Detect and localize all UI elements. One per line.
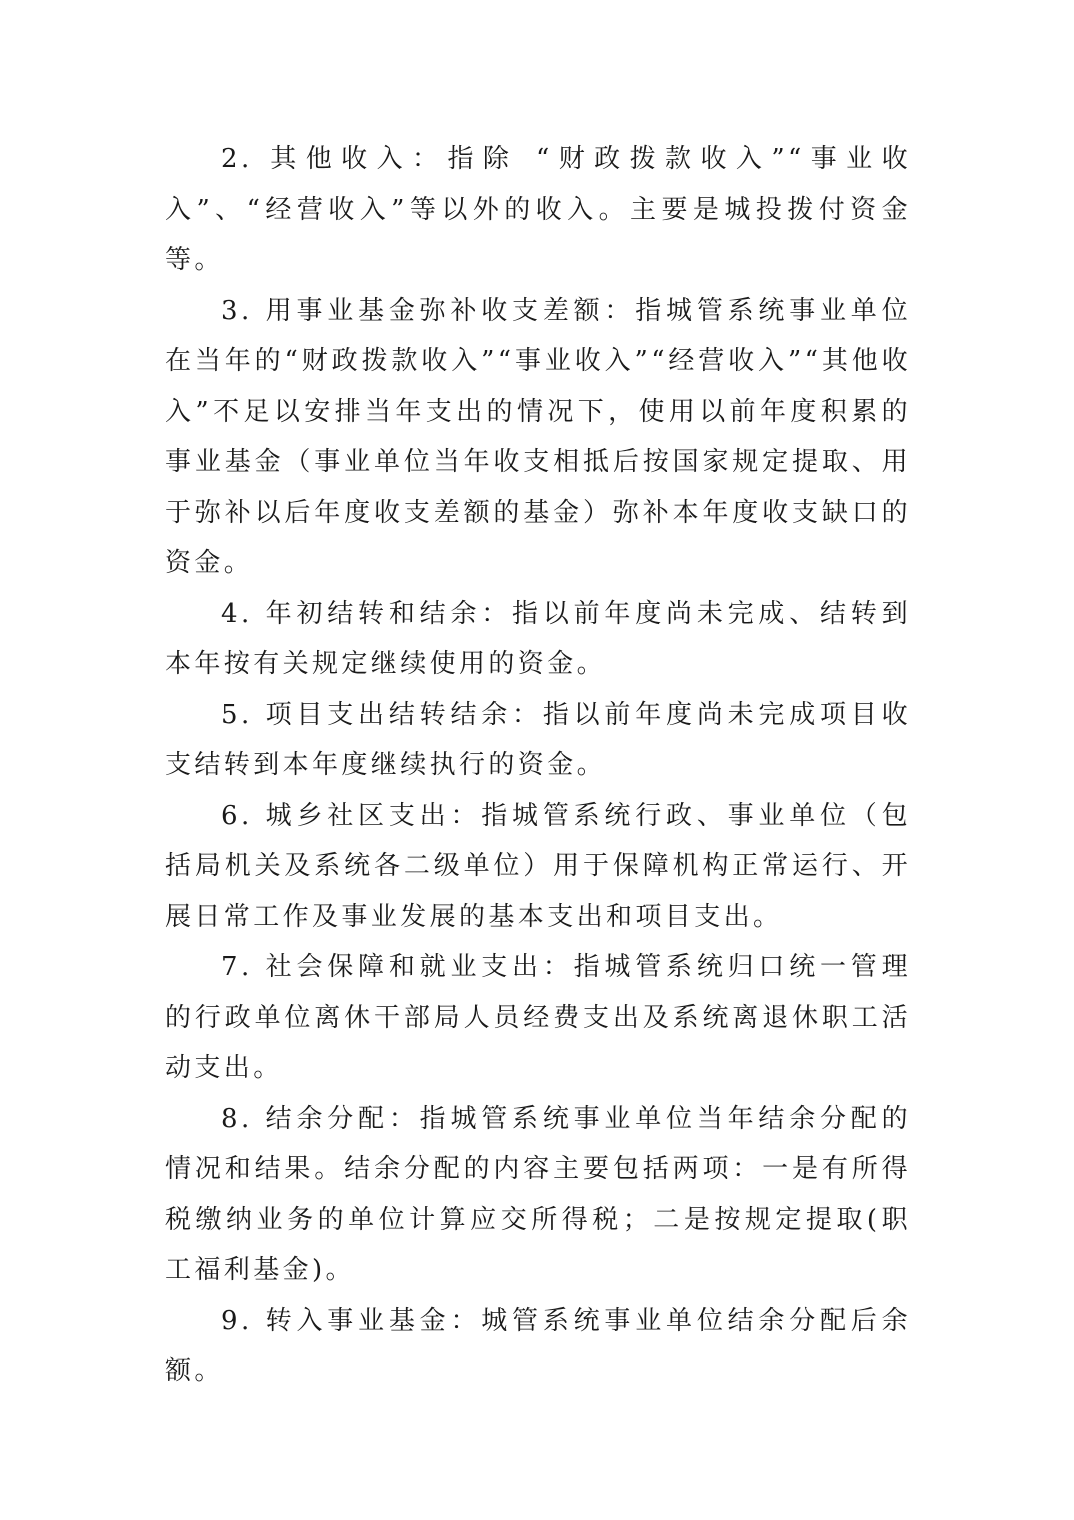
paragraph-business-fund-offset: 3. 用事业基金弥补收支差额：指城管系统事业单位在当年的“财政拨款收入”“事业收入”“经营收入”“其他收入”不足以安排当年支出的情况下，使用以前年度积累的事业基金（事业单位当年收支相抵后按国家规定提取、用于弥补以后年度收支差额的基金）弥补本年度收支缺口的资金。 <box>165 295 911 578</box>
paragraph-transfer-to-business-fund: 9. 转入事业基金：城管系统事业单位结余分配后余额。 <box>165 1305 911 1386</box>
paragraph-surplus-distribution: 8. 结余分配：指城管系统事业单位当年结余分配的情况和结果。结余分配的内容主要包括两项：一是有所得税缴纳业务的单位计算应交所得税；二是按规定提取(职工福利基金)。 <box>165 1103 911 1285</box>
document-body <box>165 134 911 1397</box>
paragraph-other-income: 2. 其他收入：指除 “财政拨款收入”“事业收入”、“经营收入”等以外的收入。主要是城投拨付资金等。 <box>165 144 911 275</box>
paragraph-urban-rural-expenditure: 6. 城乡社区支出：指城管系统行政、事业单位（包括局机关及系统各二级单位）用于保障机构正常运行、开展日常工作及事业发展的基本支出和项目支出。 <box>165 800 911 932</box>
paragraph-social-security-expenditure: 7. 社会保障和就业支出：指城管系统归口统一管理的行政单位离休干部局人员经费支出及系统离退休职工活动支出。 <box>165 952 911 1083</box>
paragraph-beginning-carryover: 4. 年初结转和结余：指以前年度尚未完成、结转到本年按有关规定继续使用的资金。 <box>165 598 911 679</box>
paragraph-project-carryover: 5. 项目支出结转结余：指以前年度尚未完成项目收支结转到本年度继续执行的资金。 <box>165 699 911 780</box>
